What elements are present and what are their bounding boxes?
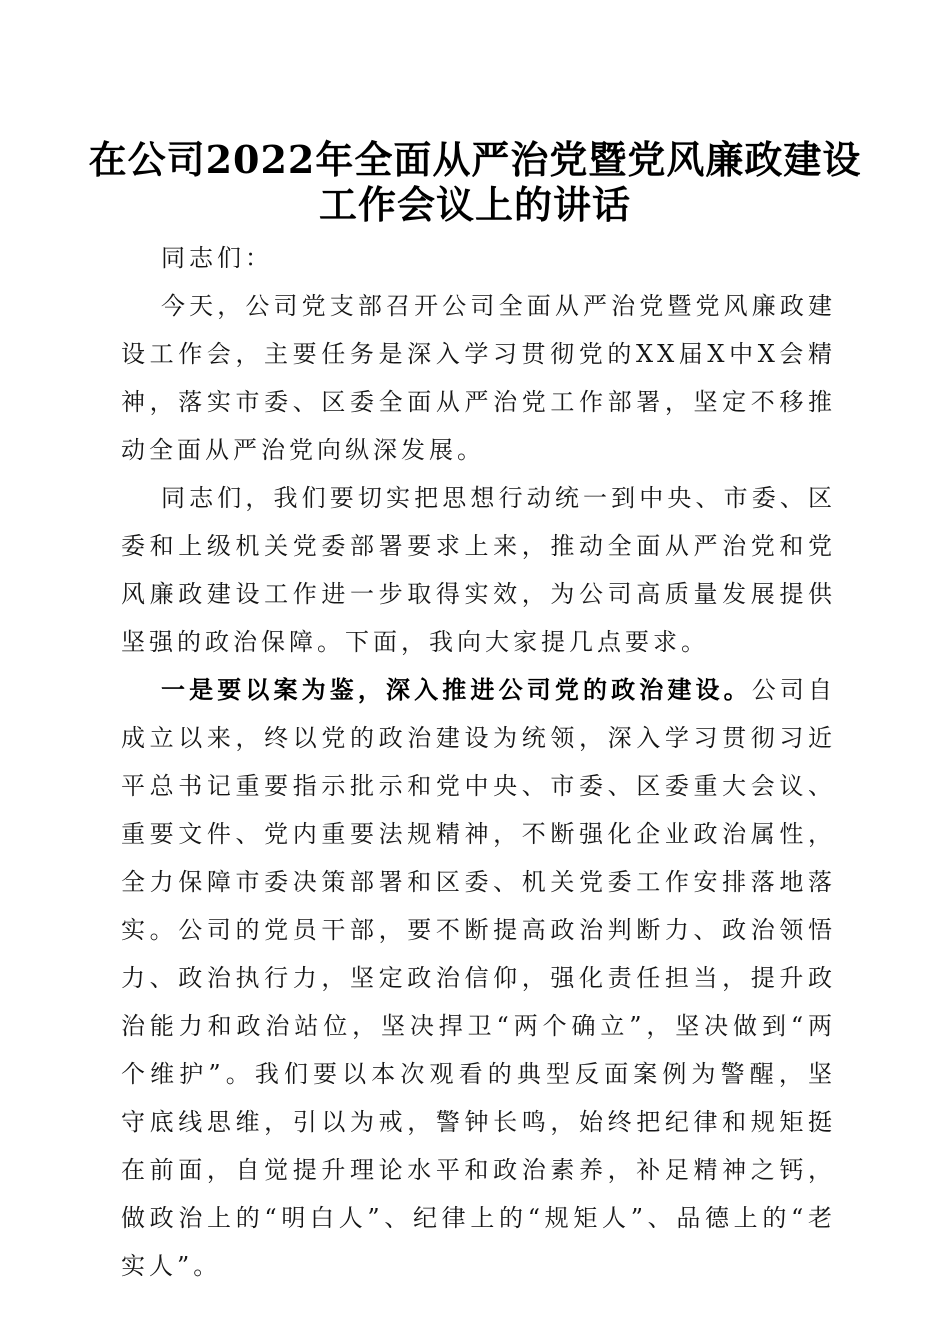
document-body: [121, 234, 836, 1290]
paragraph-text: 今天，公司党支部召开公司全面从严治党暨党风廉政建设工作会，主要任务是深入学习贯彻党的XX届X中X会精神，落实市委、区委全面从严治党工作部署，坚定不移推动全面从严治党向纵深发展。: [121, 292, 836, 464]
document-title-line1: 在公司2022年全面从严治党暨党风廉政建设: [88, 137, 862, 182]
paragraph-point-one: [121, 666, 836, 1290]
greeting: 同志们：: [161, 244, 273, 272]
paragraph-text: 同志们，我们要切实把思想行动统一到中央、市委、区委和上级机关党委部署要求上来，推动全面从严治党和党风廉政建设工作进一步取得实效，为公司高质量发展提供坚强的政治保障。下面，我向大家提几点要求。: [121, 484, 836, 656]
paragraph-text: 公司自成立以来，终以党的政治建设为统领，深入学习贯彻习近平总书记重要指示批示和党中央、市委、区委重大会议、重要文件、党内重要法规精神，不断强化企业政治属性，全力保障市委决策部署和区委、机关党委工作安排落地落实。公司的党员干部，要不断提高政治判断力、政治领悟力、政治执行力，坚定政治信仰，强化责任担当，提升政治能力和政治站位，坚决捍卫“两个确立”，坚决做到“两个维护”。我们要以本次观看的典型反面案例为警醒，坚守底线思维，引以为戒，警钟长鸣，始终把纪律和规矩挺在前面，自觉提升理论水平和政治素养，补足精神之钙，做政治上的“明白人”、纪律上的“规矩人”、品德上的“老实人”。: [121, 676, 837, 1280]
paragraph-lead-heading: 一是要以案为鉴，深入推进公司党的政治建设。: [161, 675, 752, 704]
document-title-line2: 工作会议上的讲话: [318, 182, 631, 227]
paragraph-intro: [121, 282, 836, 474]
paragraph-requirements: [121, 474, 836, 666]
